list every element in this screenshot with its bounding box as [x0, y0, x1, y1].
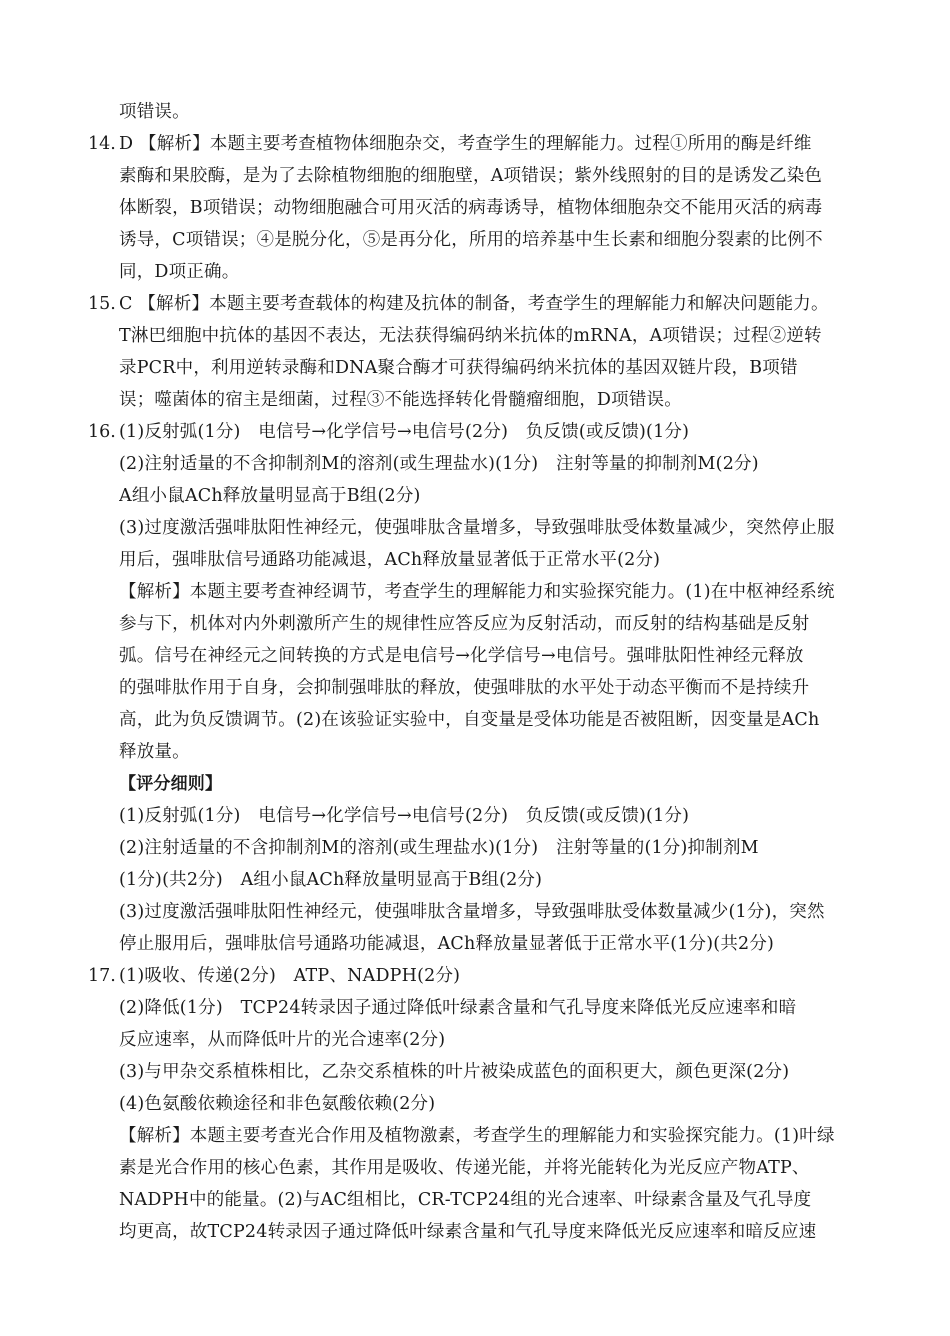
question-number-17: 17.	[88, 966, 116, 986]
text-line: 高，此为负反馈调节。(2)在该验证实验中，自变量是受体功能是否被阻断，因变量是ACh	[119, 710, 820, 730]
text-line: 弧。信号在神经元之间转换的方式是电信号→化学信号→电信号。强啡肽阳性神经元释放	[119, 646, 804, 666]
text-line: 释放量。	[119, 742, 190, 762]
text-line: (1分)(共2分) A组小鼠ACh释放量明显高于B组(2分)	[119, 870, 543, 890]
text-line: (1)反射弧(1分) 电信号→化学信号→电信号(2分) 负反馈(或反馈)(1分)	[119, 806, 690, 826]
text-line: A组小鼠ACh释放量明显高于B组(2分)	[119, 486, 421, 506]
text-line: (3)与甲杂交系植株相比，乙杂交系植株的叶片被染成蓝色的面积更大，颜色更深(2分)	[119, 1062, 790, 1082]
text-line: 录PCR中，利用逆转录酶和DNA聚合酶才可获得编码纳米抗体的基因双链片段，B项错	[119, 358, 798, 378]
text-line: T淋巴细胞中抗体的基因不表达，无法获得编码纳米抗体的mRNA，A项错误；过程②逆转	[119, 326, 822, 346]
scoring-rules-heading: 【评分细则】	[119, 774, 223, 794]
text-line: 素酶和果胶酶，是为了去除植物细胞的细胞壁，A项错误；紫外线照射的目的是诱发乙染色	[119, 166, 823, 186]
text-line: (1)吸收、传递(2分) ATP、NADPH(2分)	[119, 966, 461, 986]
text-line: (1)反射弧(1分) 电信号→化学信号→电信号(2分) 负反馈(或反馈)(1分)	[119, 422, 690, 442]
text-line: (3)过度激活强啡肽阳性神经元，使强啡肽含量增多，导致强啡肽受体数量减少(1分)，突然	[119, 902, 825, 922]
text-line: 停止服用后，强啡肽信号通路功能减退，ACh释放量显著低于正常水平(1分)(共2分)	[119, 934, 775, 954]
text-line: C 【解析】本题主要考查载体的构建及抗体的制备，考查学生的理解能力和解决问题能力。	[119, 294, 829, 314]
text-line: (4)色氨酸依赖途径和非色氨酸依赖(2分)	[119, 1094, 436, 1114]
analysis-line: 【解析】本题主要考查光合作用及植物激素，考查学生的理解能力和实验探究能力。(1)叶绿	[119, 1126, 835, 1146]
text-line: 素是光合作用的核心色素，其作用是吸收、传递光能，并将光能转化为光反应产物ATP、	[119, 1158, 810, 1178]
text-line: 诱导，C项错误；④是脱分化，⑤是再分化，所用的培养基中生长素和细胞分裂素的比例不	[119, 230, 823, 250]
text-line: D 【解析】本题主要考查植物体细胞杂交，考查学生的理解能力。过程①所用的酶是纤维	[119, 134, 812, 154]
text-line: 参与下，机体对内外刺激所产生的规律性应答反应为反射活动，而反射的结构基础是反射	[119, 614, 810, 634]
text-line: (2)降低(1分) TCP24转录因子通过降低叶绿素含量和气孔导度来降低光反应速率和暗	[119, 998, 797, 1018]
text-line: (2)注射适量的不含抑制剂M的溶剂(或生理盐水)(1分) 注射等量的抑制剂M(2分)	[119, 454, 759, 474]
question-number-14: 14.	[88, 134, 116, 154]
text-line: 项错误。	[119, 102, 190, 122]
text-line: 同，D项正确。	[119, 262, 240, 282]
text-line: 用后，强啡肽信号通路功能减退，ACh释放量显著低于正常水平(2分)	[119, 550, 661, 570]
text-line: 反应速率，从而降低叶片的光合速率(2分)	[119, 1030, 446, 1050]
question-number-16: 16.	[88, 422, 116, 442]
text-line: (3)过度激活强啡肽阳性神经元，使强啡肽含量增多，导致强啡肽受体数量减少，突然停止服	[119, 518, 835, 538]
text-line: 误；噬菌体的宿主是细菌，过程③不能选择转化骨髓瘤细胞，D项错误。	[119, 390, 682, 410]
text-line: 体断裂，B项错误；动物细胞融合可用灭活的病毒诱导，植物体细胞杂交不能用灭活的病毒	[119, 198, 823, 218]
text-line: 的强啡肽作用于自身，会抑制强啡肽的释放，使强啡肽的水平处于动态平衡而不是持续升	[119, 678, 810, 698]
analysis-line: 【解析】本题主要考查神经调节，考查学生的理解能力和实验探究能力。(1)在中枢神经系统	[119, 582, 835, 602]
question-number-15: 15.	[88, 294, 116, 314]
text-line: NADPH中的能量。(2)与AC组相比，CR-TCP24组的光合速率、叶绿素含量及气孔导度	[119, 1190, 812, 1210]
text-line: (2)注射适量的不含抑制剂M的溶剂(或生理盐水)(1分) 注射等量的(1分)抑制剂M	[119, 838, 759, 858]
text-line: 均更高，故TCP24转录因子通过降低叶绿素含量和气孔导度来降低光反应速率和暗反应速	[119, 1222, 817, 1242]
